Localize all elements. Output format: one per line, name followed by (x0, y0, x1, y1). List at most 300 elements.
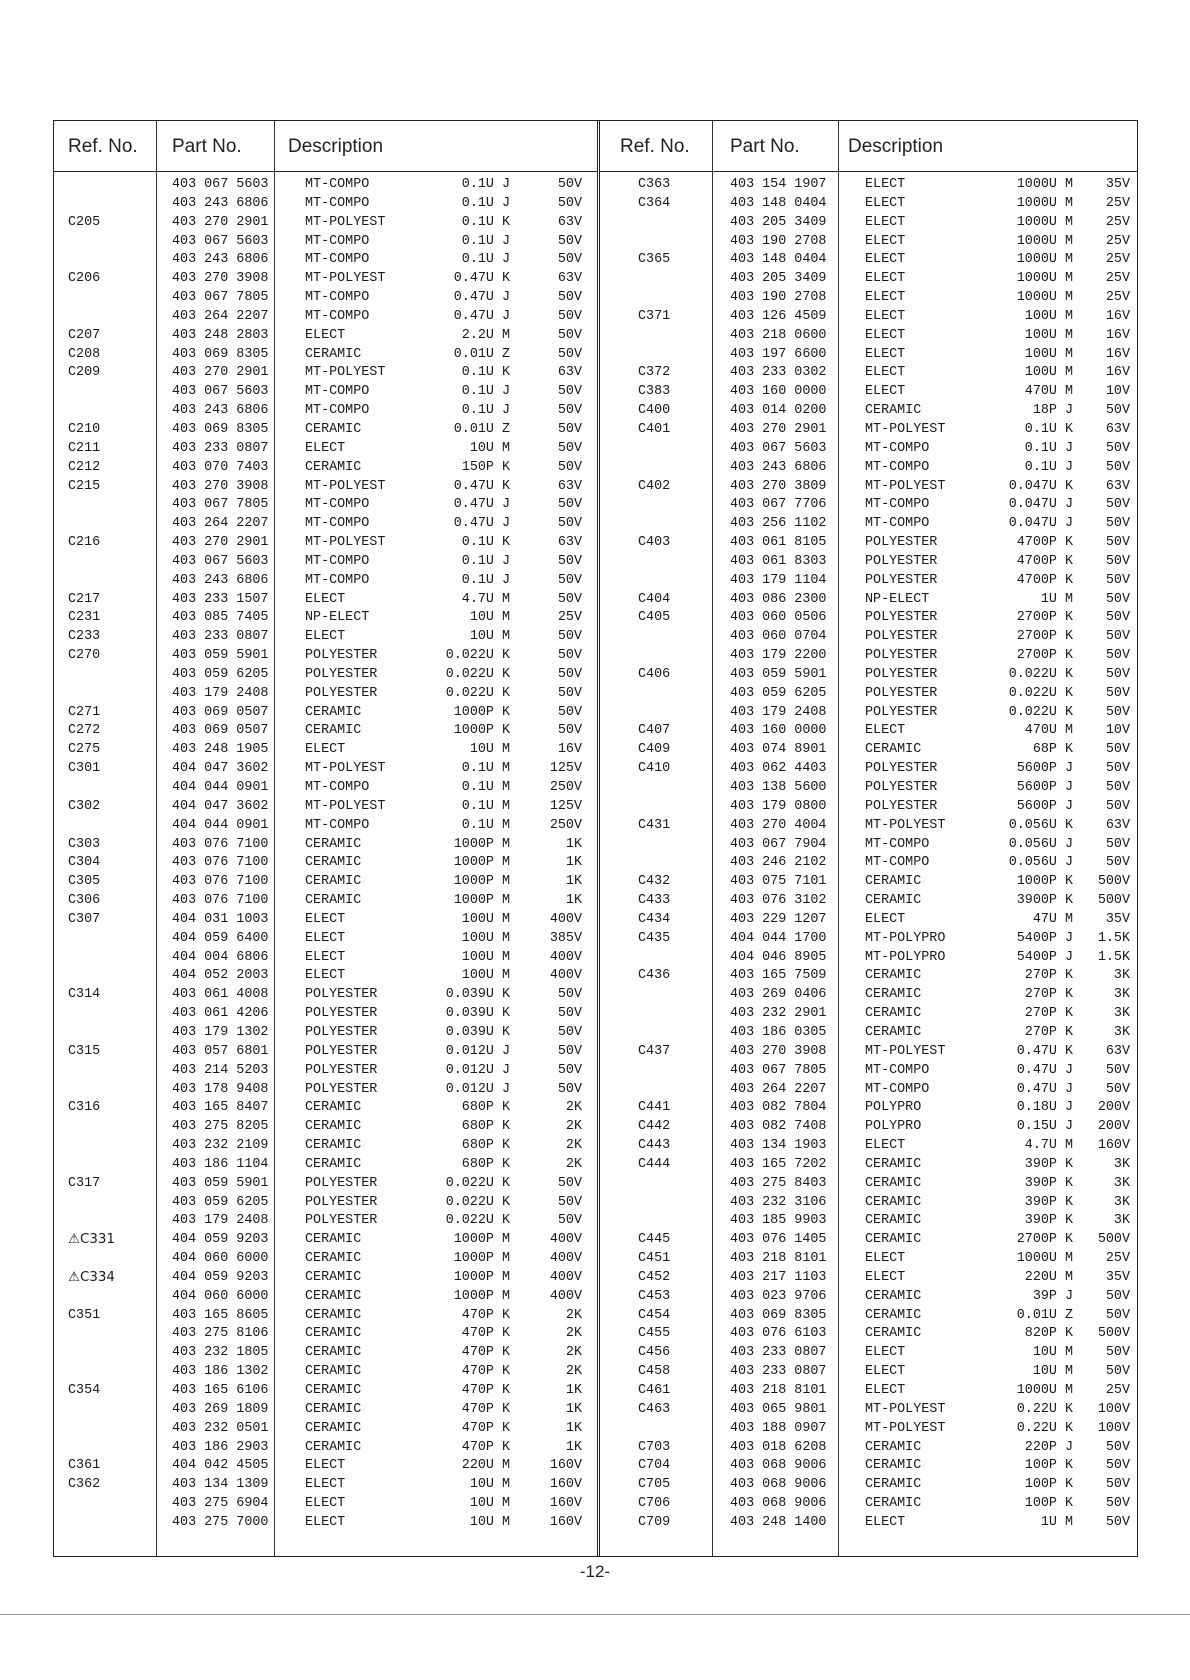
description: MT-COMPO (305, 384, 370, 400)
header-ref-no: Ref. No. (620, 136, 690, 157)
ref-no: C705 (638, 1477, 671, 1493)
part-no: 403 060 0704 (730, 629, 827, 645)
rating: 25V (557, 610, 582, 626)
description: MT-POLYEST (865, 1043, 946, 1059)
value: 0.022U K (445, 648, 510, 664)
table-row (600, 1344, 1138, 1363)
value: 100U M (461, 949, 510, 965)
part-no: 403 179 2200 (730, 648, 827, 664)
description: POLYESTER (305, 648, 378, 664)
part-no: 404 004 6806 (172, 949, 269, 965)
value: 1000P M (453, 836, 510, 852)
rating: 35V (1105, 911, 1130, 927)
rating: 50V (557, 252, 582, 268)
table-row (600, 1476, 1138, 1495)
part-no: 403 218 8101 (730, 1383, 827, 1398)
table-row (54, 647, 597, 666)
ref-no: C406 (638, 666, 671, 682)
value: 0.039U K (445, 1006, 510, 1022)
rating: 500V (1097, 1326, 1130, 1342)
part-no: 403 076 6103 (730, 1326, 827, 1342)
table-row (600, 1495, 1138, 1514)
part-no: 404 060 6000 (172, 1288, 269, 1304)
table-row (600, 1156, 1138, 1175)
table-row (54, 1043, 597, 1062)
page-number: -12- (579, 1562, 611, 1581)
table-row (54, 722, 597, 741)
description: ELECT (305, 949, 346, 965)
description: POLYESTER (305, 1062, 378, 1078)
rating: 2K (565, 1119, 582, 1135)
value: 0.022U K (1008, 666, 1073, 682)
part-no: 403 062 4403 (730, 761, 827, 777)
description: MT-POLYPRO (865, 930, 946, 946)
table-row (54, 478, 597, 497)
table-row (54, 1344, 597, 1363)
table-row (54, 572, 597, 591)
value: 390P K (1024, 1175, 1073, 1191)
description: CERAMIC (865, 1175, 922, 1191)
rating: 1.5K (1097, 949, 1130, 965)
rating: 1K (565, 1401, 582, 1417)
value: 1000P M (453, 1232, 510, 1248)
ref-no: C431 (638, 817, 671, 833)
ref-no: C371 (638, 308, 671, 324)
part-no: 404 031 1003 (172, 911, 269, 927)
ref-no: ⚠C331 (68, 1232, 115, 1248)
value: 5400P J (1016, 930, 1073, 946)
description: ELECT (305, 930, 346, 946)
part-no: 403 067 7706 (730, 497, 827, 513)
description: ELECT (305, 1458, 346, 1474)
rating: 400V (549, 949, 582, 965)
value: 390P K (1024, 1156, 1073, 1172)
table-row (600, 760, 1138, 779)
table-row (54, 1420, 597, 1439)
value: 0.1U K (461, 214, 510, 230)
ref-no: C303 (68, 836, 101, 852)
description: ELECT (865, 233, 906, 249)
part-no: 403 069 8305 (172, 421, 269, 437)
value: 0.47U K (1016, 1043, 1073, 1059)
table-row (54, 1325, 597, 1344)
ref-no: C445 (638, 1232, 671, 1248)
table-row (54, 1099, 597, 1118)
value: 1000U M (1016, 252, 1073, 268)
value: 5600P J (1016, 780, 1073, 795)
ref-no: C215 (68, 478, 101, 494)
part-no: 403 243 6806 (172, 403, 269, 419)
description: POLYESTER (865, 704, 938, 720)
description: ELECT (865, 1383, 906, 1398)
rating: 50V (1105, 780, 1130, 795)
description: POLYESTER (865, 535, 938, 551)
part-no: 403 086 2300 (730, 591, 827, 607)
value: 220P J (1024, 1439, 1073, 1455)
part-no: 403 205 3409 (730, 271, 827, 287)
value: 0.022U K (1008, 685, 1073, 701)
table-row (600, 515, 1138, 534)
table-row (600, 873, 1138, 892)
ref-no: C432 (638, 874, 671, 890)
description: POLYESTER (305, 1175, 378, 1191)
table-row (54, 251, 597, 270)
value: 1000P M (453, 893, 510, 909)
part-no: 403 082 7408 (730, 1119, 827, 1135)
description: ELECT (865, 346, 906, 362)
table-row (54, 967, 597, 986)
table-row (600, 421, 1138, 440)
value: 0.15U J (1016, 1119, 1073, 1135)
part-no: 403 270 3908 (730, 1043, 827, 1059)
description: ELECT (305, 1496, 346, 1512)
value: 10U M (1032, 1345, 1073, 1361)
rating: 50V (557, 1175, 582, 1191)
part-no: 403 217 1103 (730, 1269, 827, 1285)
rating: 2K (565, 1156, 582, 1172)
description: POLYESTER (865, 780, 938, 795)
rating: 2K (565, 1326, 582, 1342)
rating: 50V (557, 403, 582, 419)
description: MT-COMPO (865, 459, 930, 475)
ref-no: C272 (68, 723, 101, 739)
part-no: 403 205 3409 (730, 214, 827, 230)
description: ELECT (305, 742, 346, 758)
ref-no: C404 (638, 591, 671, 607)
value: 68P K (1032, 742, 1073, 758)
rating: 50V (1105, 629, 1130, 645)
description: ELECT (865, 723, 906, 739)
table-row (54, 685, 597, 704)
description: CERAMIC (305, 1345, 362, 1361)
part-no: 404 052 2003 (172, 968, 269, 984)
value: 0.1U J (461, 252, 510, 268)
rating: 2K (565, 1307, 582, 1323)
value: 1000U M (1016, 195, 1073, 211)
value: 18P J (1032, 403, 1073, 419)
part-no: 404 047 3602 (172, 798, 269, 814)
table-row (54, 930, 597, 949)
rating: 50V (1105, 553, 1130, 569)
description: MT-POLYEST (865, 421, 946, 437)
part-no: 403 075 7101 (730, 874, 827, 890)
table-row (54, 1439, 597, 1458)
value: 1000U M (1016, 1383, 1073, 1398)
table-row (600, 1401, 1138, 1420)
part-no: 403 243 6806 (172, 195, 269, 211)
description: MT-POLYEST (865, 478, 946, 494)
table-row (600, 214, 1138, 233)
part-no: 403 061 8105 (730, 535, 827, 551)
description: POLYESTER (865, 761, 938, 777)
table-row (600, 836, 1138, 855)
value: 0.1U J (461, 553, 510, 569)
part-no: 403 243 6806 (730, 459, 827, 475)
ref-no: C271 (68, 704, 101, 720)
table-row (54, 1024, 597, 1043)
description: CERAMIC (305, 1138, 362, 1154)
rating: 16V (557, 742, 582, 758)
rating: 50V (557, 308, 582, 324)
description: POLYESTER (865, 798, 938, 814)
part-no: 403 185 9903 (730, 1213, 827, 1229)
table-row (600, 1288, 1138, 1307)
part-no: 403 270 3908 (172, 478, 269, 494)
part-no: 403 232 3106 (730, 1194, 827, 1210)
table-row (600, 364, 1138, 383)
part-no: 403 186 2903 (172, 1439, 269, 1455)
table-row (54, 1156, 597, 1175)
part-no: 403 218 8101 (730, 1251, 827, 1267)
value: 680P K (461, 1119, 510, 1135)
table-row (54, 233, 597, 252)
value: 0.1U M (461, 780, 510, 795)
rating: 500V (1097, 874, 1130, 890)
value: 2700P K (1016, 648, 1073, 664)
description: CERAMIC (305, 836, 362, 852)
description: CERAMIC (865, 987, 922, 1003)
rating: 3K (1113, 1156, 1130, 1172)
description: POLYESTER (305, 1024, 378, 1040)
description: ELECT (865, 911, 906, 927)
part-no: 403 076 1405 (730, 1232, 827, 1248)
table-row (54, 1250, 597, 1269)
description: POLYESTER (865, 666, 938, 682)
description: CERAMIC (305, 1326, 362, 1342)
table-row (54, 496, 597, 515)
value: 4.7U M (1024, 1138, 1073, 1154)
description: MT-COMPO (865, 855, 930, 871)
table-row (54, 214, 597, 233)
ref-no: C210 (68, 421, 101, 437)
value: 0.047U J (1008, 516, 1073, 532)
part-no: 404 060 6000 (172, 1251, 269, 1267)
value: 0.056U J (1008, 855, 1073, 871)
table-row (54, 1212, 597, 1231)
description: CERAMIC (305, 1251, 362, 1267)
description: CERAMIC (305, 421, 362, 437)
value: 390P K (1024, 1194, 1073, 1210)
table-row (54, 1363, 597, 1382)
table-row (600, 1194, 1138, 1213)
ref-no: C270 (68, 648, 101, 664)
rating: 50V (1105, 1496, 1130, 1512)
ref-no: C407 (638, 723, 671, 739)
ref-no: C455 (638, 1326, 671, 1342)
value: 0.1U J (461, 177, 510, 192)
value: 0.47U J (453, 308, 510, 324)
description: MT-COMPO (305, 497, 370, 513)
description: CERAMIC (865, 1477, 922, 1493)
rating: 160V (549, 1496, 582, 1512)
description: POLYESTER (305, 666, 378, 682)
value: 470P K (461, 1420, 510, 1436)
value: 3900P K (1016, 893, 1073, 909)
description: ELECT (305, 968, 346, 984)
description: MT-POLYEST (865, 1401, 946, 1417)
description: ELECT (865, 1514, 906, 1530)
value: 470U M (1024, 384, 1073, 400)
description: MT-COMPO (305, 195, 370, 211)
table-body (54, 176, 597, 1533)
ref-no: C354 (68, 1383, 101, 1398)
rating: 1K (565, 1439, 582, 1455)
value: 1000P M (453, 1269, 510, 1285)
description: CERAMIC (865, 1194, 922, 1210)
ref-no: C436 (638, 968, 671, 984)
rating: 25V (1105, 195, 1130, 211)
description: ELECT (305, 591, 346, 607)
table-row (600, 817, 1138, 836)
table-row (600, 346, 1138, 365)
ref-no: C451 (638, 1251, 671, 1267)
rating: 63V (557, 214, 582, 230)
description: CERAMIC (865, 1156, 922, 1172)
value: 1000P M (453, 855, 510, 871)
description: CERAMIC (305, 723, 362, 739)
rating: 50V (557, 346, 582, 362)
part-no: 403 076 3102 (730, 893, 827, 909)
table-row (600, 195, 1138, 214)
ref-no: C307 (68, 911, 101, 927)
table-row (54, 553, 597, 572)
description: ELECT (865, 252, 906, 268)
part-no: 403 061 8303 (730, 553, 827, 569)
description: CERAMIC (865, 1496, 922, 1512)
part-no: 403 190 2708 (730, 233, 827, 249)
description: ELECT (865, 1345, 906, 1361)
value: 1000P M (453, 874, 510, 890)
value: 47U M (1032, 911, 1073, 927)
ref-no: C231 (68, 610, 101, 626)
rating: 50V (1105, 1458, 1130, 1474)
table-row (600, 704, 1138, 723)
rating: 50V (557, 497, 582, 513)
value: 100U M (461, 911, 510, 927)
part-no: 403 248 1905 (172, 742, 269, 758)
table-row (54, 270, 597, 289)
value: 0.1U M (461, 817, 510, 833)
ref-no: C314 (68, 987, 101, 1003)
description: POLYESTER (865, 648, 938, 664)
value: 0.012U J (445, 1062, 510, 1078)
value: 0.022U K (445, 1175, 510, 1191)
rating: 125V (549, 761, 582, 777)
description: CERAMIC (305, 1439, 362, 1455)
table-row (54, 1382, 597, 1401)
table-row (600, 383, 1138, 402)
value: 1000P K (1016, 874, 1073, 890)
description: CERAMIC (305, 1156, 362, 1172)
ref-no: C433 (638, 893, 671, 909)
value: 10U M (469, 629, 510, 645)
rating: 50V (557, 384, 582, 400)
table-row (600, 591, 1138, 610)
value: 0.012U J (445, 1081, 510, 1097)
part-no: 403 067 7805 (172, 290, 269, 306)
part-no: 403 233 0807 (172, 629, 269, 645)
description: CERAMIC (865, 968, 922, 984)
ref-no: C442 (638, 1119, 671, 1135)
description: MT-POLYEST (305, 478, 386, 494)
value: 1000P K (453, 723, 510, 739)
value: 0.47U J (1016, 1062, 1073, 1078)
ref-no: C212 (68, 459, 101, 475)
part-no: 403 076 7100 (172, 836, 269, 852)
rating: 16V (1105, 365, 1130, 381)
part-no: 403 082 7804 (730, 1100, 827, 1116)
rating: 400V (549, 911, 582, 927)
rating: 400V (549, 1232, 582, 1248)
part-no: 403 148 0404 (730, 195, 827, 211)
part-no: 403 059 6205 (730, 685, 827, 701)
rating: 50V (1105, 497, 1130, 513)
part-no: 404 046 8905 (730, 949, 827, 965)
table-row (54, 854, 597, 873)
ref-no: C316 (68, 1100, 101, 1116)
rating: 50V (1105, 666, 1130, 682)
ref-no: C217 (68, 591, 101, 607)
ref-no: C452 (638, 1269, 671, 1285)
value: 1U M (1040, 591, 1073, 607)
part-no: 403 069 0507 (172, 723, 269, 739)
ref-no: C456 (638, 1345, 671, 1361)
part-no: 403 165 7509 (730, 968, 827, 984)
description: MT-POLYEST (305, 365, 386, 381)
table-row (54, 515, 597, 534)
rating: 50V (1105, 1307, 1130, 1323)
table-row (600, 666, 1138, 685)
description: MT-COMPO (305, 516, 370, 532)
part-no: 404 059 9203 (172, 1232, 269, 1248)
ref-no: C401 (638, 421, 671, 437)
rating: 250V (549, 780, 582, 795)
value: 0.1U K (461, 535, 510, 551)
rating: 50V (1105, 836, 1130, 852)
value: 10U M (1032, 1364, 1073, 1380)
description: CERAMIC (305, 459, 362, 475)
table-row (54, 1062, 597, 1081)
description: ELECT (865, 271, 906, 287)
rating: 50V (1105, 1439, 1130, 1455)
value: 0.1U M (461, 761, 510, 777)
part-no: 403 229 1207 (730, 911, 827, 927)
rating: 125V (549, 798, 582, 814)
ref-no: C211 (68, 440, 101, 456)
table-row (54, 1137, 597, 1156)
table-header (54, 121, 597, 172)
value: 470P K (461, 1439, 510, 1455)
table-row (600, 1081, 1138, 1100)
table-row (54, 1269, 597, 1288)
table-row (54, 591, 597, 610)
description: CERAMIC (865, 1232, 922, 1248)
part-no: 403 068 9006 (730, 1458, 827, 1474)
table-row (600, 798, 1138, 817)
description: CERAMIC (865, 1213, 922, 1229)
rating: 35V (1105, 177, 1130, 192)
rating: 100V (1097, 1401, 1130, 1417)
part-no: 403 232 2109 (172, 1138, 269, 1154)
value: 0.01U Z (1016, 1307, 1073, 1323)
table-row (600, 289, 1138, 308)
value: 0.47U J (453, 497, 510, 513)
ref-no: C209 (68, 365, 101, 381)
table-row (600, 967, 1138, 986)
table-row (600, 270, 1138, 289)
rating: 400V (549, 1251, 582, 1267)
ref-no: C409 (638, 742, 671, 758)
